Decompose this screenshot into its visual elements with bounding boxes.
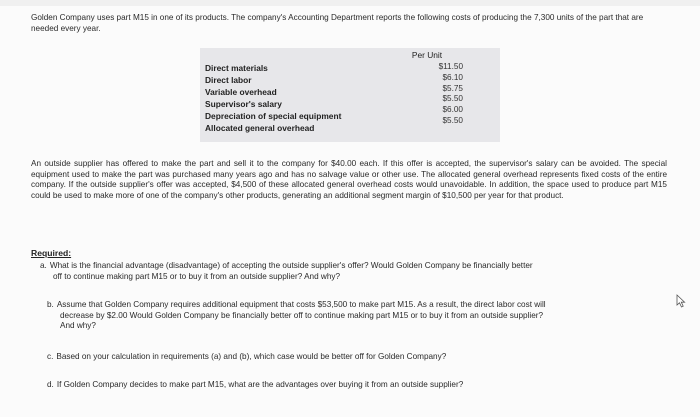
cost-table: [200, 48, 500, 142]
cost-label: Allocated general overhead: [205, 123, 315, 133]
cost-label: Variable overhead: [205, 87, 277, 97]
cost-value: $6.00: [442, 105, 463, 115]
cost-values: [413, 62, 463, 127]
cost-value: $6.10: [442, 72, 463, 82]
mouse-cursor-icon: [676, 294, 688, 308]
requirement-a: [40, 261, 668, 282]
cost-label: Supervisor's salary: [205, 99, 282, 109]
top-bar: [0, 0, 700, 6]
requirement-text: Based on your calculation in requirements (a) and (b), which case would be better off for Golden Company?: [56, 352, 447, 361]
offer-paragraph: An outside supplier has offered to make the part and sell it to the company for $40.00 each. If this offer is accepted, the supervisor's salary can be avoided. The special equipment used to make the part was purchased many years ago and has no salvage value or other use. The allocated general overhead represents fixed costs of the entire company. If the outside supplier's offer was accepted, $4,500 of these allocated general overhead costs would unavoidable. In addition, the space used to produce part M15 could be used to make more of one of the company's other products, generating an additional segment margin of $10,500 per year for that product.: [31, 159, 667, 200]
requirement-c: [47, 352, 647, 363]
cost-value: $5.50: [442, 115, 463, 125]
requirement-letter: d.: [47, 380, 54, 389]
requirement-d: [47, 380, 647, 391]
cost-value: $11.50: [438, 62, 463, 71]
requirement-text: And why?: [60, 321, 96, 331]
cost-value: $5.75: [442, 83, 463, 93]
cost-value: $5.50: [442, 94, 463, 104]
cost-label: Direct labor: [205, 75, 252, 85]
cost-table-header: Per Unit: [411, 50, 443, 60]
requirement-text: If Golden Company decides to make part M15, what are the advantages over buying it from an outside supplier?: [56, 380, 464, 389]
intro-paragraph: Golden Company uses part M15 in one of its products. The company's Accounting Department reports the following costs of producing the 7,300 units of the part that are needed every year.: [31, 13, 644, 33]
requirement-letter: a.: [40, 261, 47, 270]
requirement-letter: b.: [47, 300, 54, 309]
cost-label: Depreciation of special equipment: [205, 111, 342, 121]
cost-label: Direct materials: [205, 63, 268, 73]
requirement-text: decrease by $2.00 Would Golden Company be financially better off to continue making part M15 or to buy it from an outside supplier?: [60, 310, 544, 320]
requirement-b: [47, 300, 667, 332]
requirement-text: off to continue making part M15 or to buy it from an outside supplier? And why?: [53, 271, 341, 281]
requirement-text: Assume that Golden Company requires additional equipment that costs $53,500 to make part M15. As a result, the direct labor cost will: [56, 300, 546, 309]
requirement-text: What is the financial advantage (disadvantage) of accepting the outside supplier's offer? Would Golden Company be financially better: [49, 261, 533, 270]
requirement-letter: c.: [47, 352, 54, 361]
required-title: Required:: [31, 248, 72, 258]
cost-labels: [205, 62, 405, 134]
